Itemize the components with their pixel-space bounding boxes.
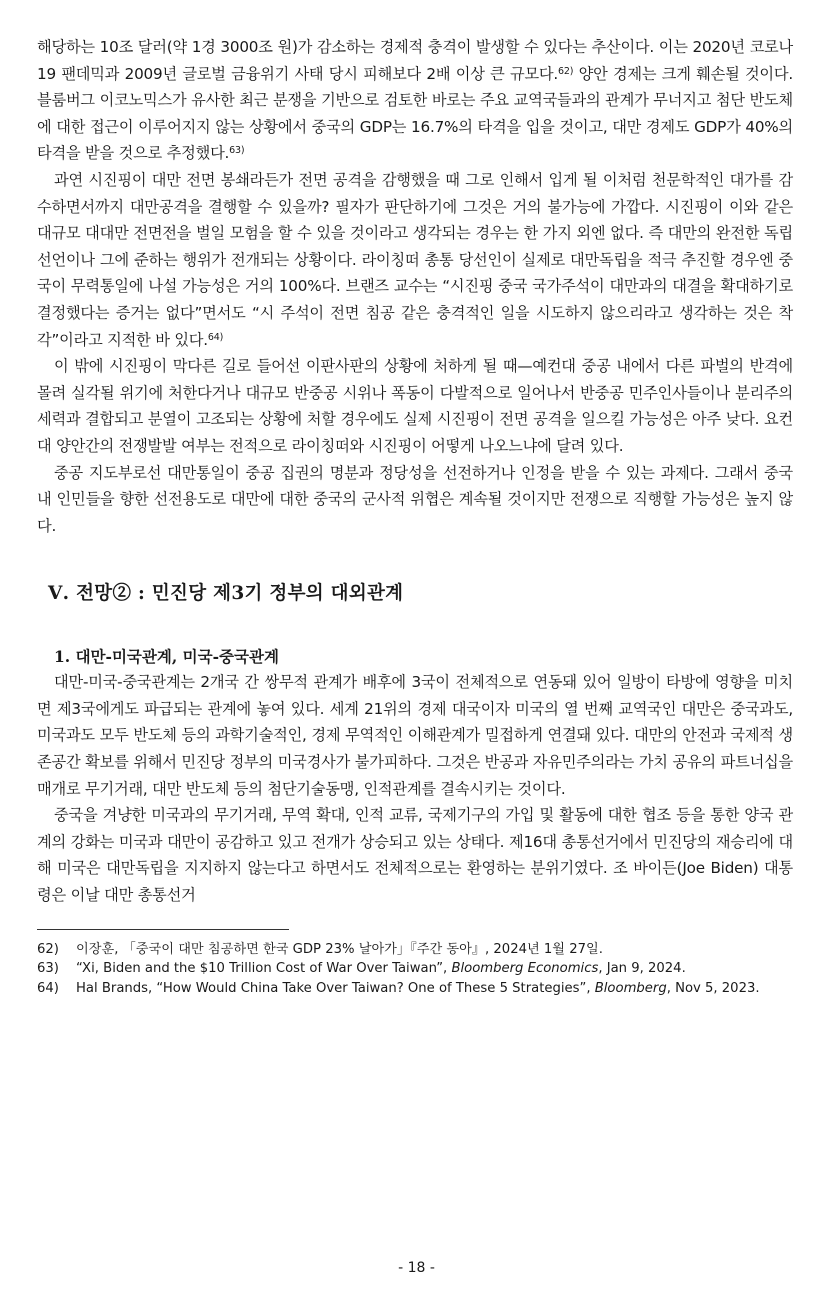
subsection-heading: 1. 대만-미국관계, 미국-중국관계 <box>54 647 279 667</box>
body-paragraph-2 <box>37 167 793 353</box>
paragraph-text: 양안 경제는 크게 훼손될 것이다. 블룸버그 이코노믹스가 유사한 최근 분쟁을 기반으로 검토한 바로는 주요 교역국들과의 관계가 무너지고 첨단 반도체에 대한 접근이 이루어지지 않는 상황에서 중국의 GDP는 16.7%의 타격을 입을 것이고, 대만 경제도 GDP가 40%의 타격을 받을 것으로 추정했다. <box>37 64 793 163</box>
footnote-text-part: , Jan 9, 2024. <box>598 961 686 977</box>
body-paragraph-1 <box>37 34 793 167</box>
footnote-text-part: , Nov 5, 2023. <box>666 980 760 996</box>
footnote-text <box>76 940 793 960</box>
footnote-ref-63[interactable]: 63) <box>229 145 245 157</box>
body-paragraph-4: 중공 지도부로선 대만통일이 중공 집권의 명분과 정당성을 선전하거나 인정을 받을 수 있는 과제다. 그래서 중국 내 인민들을 향한 선전용도로 대만에 대한 중국의 군사적 위협은 계속될 것이지만 전쟁으로 직행할 가능성은 높지 않다. <box>37 463 793 535</box>
footnote-text-part: “Xi, Biden and the $10 Trillion Cost of War Over Taiwan”, <box>76 961 452 977</box>
footnotes <box>37 940 793 999</box>
footnote-text <box>76 979 793 999</box>
footnote-62 <box>37 940 793 960</box>
footnote-text-part: 이장훈, 「중국이 대만 침공하면 한국 GDP 23% 날아가」『주간 동아』, 2024년 1월 27일. <box>76 941 603 957</box>
section-heading: Ⅴ. 전망② : 민진당 제3기 정부의 대외관계 <box>48 583 404 605</box>
subsection-paragraph-1: 대만-미국-중국관계는 2개국 간 쌍무적 관계가 배후에 3국이 전체적으로 연동돼 있어 일방이 타방에 영향을 미치면 제3국에게도 파급되는 관계에 놓여 있다. 세계 21위의 경제 대국이자 미국의 열 번째 교역국인 대만은 중국과도, 미국과도 모두 반도체 등의 과학기술적인, 경제 무역적인 이해관계가 밀접하게 연결돼 있다. 대만의 안전과 국제적 생존공간 확보를 위해서 민진당 정부의 미국경사가 불가피하다. 그것은 반공과 자유민주의라는 가치 공유의 파트너십을 매개로 무기거래, 대만 반도체 등의 첨단기술동맹, 인적관계를 결속시키는 것이다. <box>37 673 793 798</box>
footnote-ref-64[interactable]: 64) <box>207 331 224 343</box>
footnote-number: 62) <box>37 941 59 957</box>
footnote-source: Bloomberg <box>594 980 667 996</box>
body-paragraph-3: 이 밖에 시진핑이 막다른 길로 들어선 이판사판의 상황에 처하게 될 때—예컨대 중공 내에서 다른 파벌의 반격에 몰려 실각될 위기에 처한다거나 대규모 반중공 시위나 폭동이 다발적으로 일어나서 반중공 민주인사들이나 분리주의세력과 결합되고 분열이 고조되는 상황에 처할 경우에도 실제 시진핑이 전면 공격을 일으킬 가능성은 아주 낮다. 요컨대 양안간의 전쟁발발 여부는 전적으로 라이칭떠와 시진핑이 어떻게 나오느냐에 달려 있다. <box>37 357 793 455</box>
footnote-source: Bloomberg Economics <box>451 961 599 977</box>
footnote-ref-62[interactable]: 62) <box>558 65 574 77</box>
footnote-64 <box>37 979 793 999</box>
footnote-text-part: Hal Brands, “How Would China Take Over Taiwan? One of These 5 Strategies”, <box>76 980 595 996</box>
document-page <box>37 34 793 998</box>
footnote-number: 63) <box>37 961 59 977</box>
paragraph-text: 해당하는 10조 달러(약 1경 3000조 원)가 감소하는 경제적 충격이 발생할 수 있다는 추산이다. 이는 2020년 코로나19 팬데믹과 2009년 글로벌 금융위기 사태 당시 피해보다 2배 이상 큰 규모다. <box>37 38 793 83</box>
footnote-text <box>76 959 793 979</box>
footnote-63 <box>37 959 793 979</box>
footnote-divider <box>37 929 289 930</box>
paragraph-text: 과연 시진핑이 대만 전면 봉쇄라든가 전면 공격을 감행했을 때 그로 인해서 입게 될 이처럼 천문학적인 대가를 감수하면서까지 대만공격을 결행할 수 있을까? 필자가 판단하기에 그것은 거의 불가능에 가깝다. 시진핑이 이와 같은 대규모 대대만 전면전을 벌일 모험을 할 수 있을 것이라고 생각되는 경우는 한 가지 외엔 없다. 즉 대만의 완전한 독립선언이나 그에 준하는 행위가 전개되는 상황이다. 라이칭떠 총통 당선인이 실제로 대만독립을 적극 추진할 경우엔 중국이 무력통일에 나설 가능성은 거의 100%다. 브랜즈 교수는 “시진핑 중국 국가주석이 대만과의 대결을 확대하기로 결정했다는 증거는 없다”면서도 “시 주석이 전면 침공 같은 충격적인 일을 시도하지 않으리라고 생각하는 것은 착각”이라고 지적한 바 있다. <box>37 170 793 349</box>
footnote-number: 64) <box>37 980 59 996</box>
subsection-paragraph-2: 중국을 겨냥한 미국과의 무기거래, 무역 확대, 인적 교류, 국제기구의 가입 및 활동에 대한 협조 등을 통한 양국 관계의 강화는 미국과 대만이 공감하고 있고 전개가 상승되고 있는 상태다. 제16대 총통선거에서 민진당의 재승리에 대해 미국은 대만독립을 지지하지 않는다고 하면서도 전체적으로는 환영하는 분위기였다. 조 바이든(Joe Biden) 대통령은 이날 대만 총통선거 <box>37 806 793 905</box>
page-number: - 18 - <box>398 1260 435 1276</box>
